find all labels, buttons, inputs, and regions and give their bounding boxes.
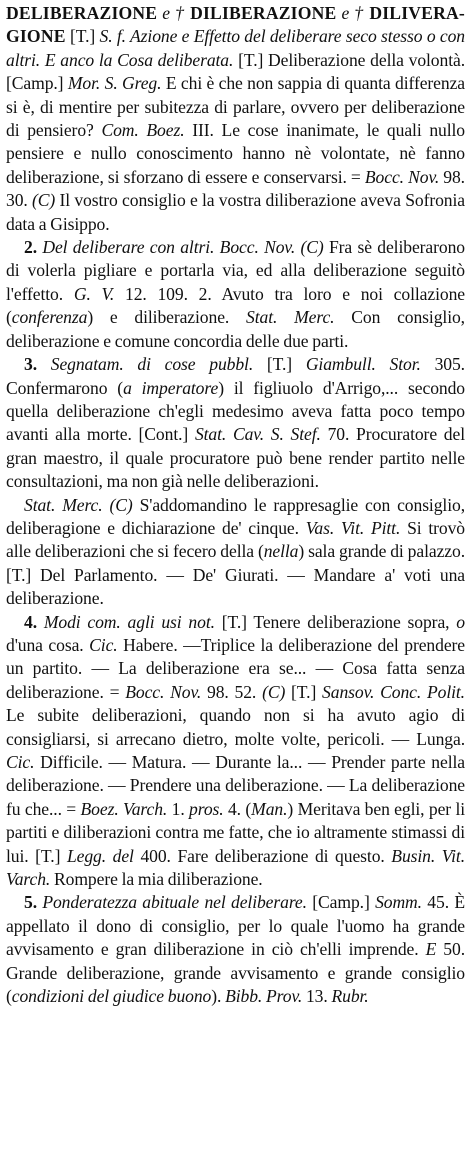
text: 70. Procuratore del gran maestro, il quale procuratore può bene render partito nelle consultazioni, ma non già nelle deliberazioni. <box>6 424 465 492</box>
text: 13. <box>302 986 332 1007</box>
text: 12. 109. 2. Avuto tra loro e noi collazione ( <box>6 283 465 328</box>
sense-definition: Segnatam. di cose pubbl. <box>37 354 254 375</box>
source-citation: Rubr. <box>331 986 369 1007</box>
source-citation: Bocc. Nov. <box>364 166 440 187</box>
text-italic: o <box>456 611 465 632</box>
entry-headword-paragraph <box>6 2 465 236</box>
headword-variant: DILIVERA- <box>369 3 465 23</box>
sense-definition: Modi com. agli usi not. <box>37 611 215 632</box>
source-citation: Cic. <box>6 752 35 772</box>
text: E chi è che non sappia di quanta differenza si è, di mentire per subitezza di parlare, ovvero per deliberazione di pensiero? <box>6 73 465 141</box>
text: Rompere la mia diliberazione. <box>50 869 263 890</box>
source-citation: Sansov. Conc. Polit. <box>322 681 465 702</box>
text: ) e diliberazione. <box>87 307 247 328</box>
sense-paragraph-3 <box>6 353 465 493</box>
sense-definition: Del deliberare con altri. Bocc. Nov. <box>37 237 296 258</box>
text: 4. ( <box>223 798 252 819</box>
sense-definition: Ponderatezza abituale nel deliberare. <box>37 892 307 913</box>
source-citation: Man. <box>251 798 288 819</box>
text-italic: E <box>425 939 437 960</box>
text: 50. Grande deliberazione, grande avvisamento e grande consiglio ( <box>6 939 465 1007</box>
source-citation: Legg. del <box>66 845 134 866</box>
source-citation: Stat. Merc. <box>24 494 103 515</box>
headword-variant: DILIBERAZIONE <box>190 3 337 23</box>
gloss: conferenza <box>11 307 88 328</box>
text: 98. 52. <box>201 681 263 702</box>
source-citation: Cic. <box>89 634 118 655</box>
text: ) il figliuolo d'Arrigo,... secondo quella deliberazione ch'egli medesimo aveva fatta poco tempo avanti alla morte. [Cont.] <box>6 377 465 445</box>
text: ). <box>211 986 226 1007</box>
text: [T.] <box>285 681 323 702</box>
source-citation: pros. <box>189 798 224 819</box>
sense-number: 5. <box>24 892 37 913</box>
source-citation: Boez. Varch. <box>80 798 168 819</box>
crusca-marker: (C) <box>32 190 56 211</box>
source-citation: Bibb. Prov. <box>225 986 303 1007</box>
source-citation: Mor. S. Greg. <box>67 73 162 94</box>
text: Habere. —Triplice la deliberazione del prendere un partito. — La deliberazione era se... — Cosa fatta senza deliberazione. = <box>6 634 465 702</box>
definition: Azione e Effetto del deliberare seco stesso o con altri. E anco la Cosa deliberata. <box>6 26 465 70</box>
text: ) sala grande di palazzo. [T.] Del Parlamento. — De' Giurati. — Mandare a' voti una deliberazione. <box>6 541 465 609</box>
dictionary-page <box>6 2 465 1147</box>
source-citation: Bocc. Nov. <box>125 681 202 702</box>
tag: [T.] <box>65 26 100 47</box>
text: Si trovò alle deliberazioni che si fecero della ( <box>6 517 465 562</box>
source-citation: Stat. Cav. S. Stef. <box>194 424 321 445</box>
text: S'addomandino le rappresaglie con consiglio, deliberagione e dichiarazione de' cinque. <box>6 494 465 538</box>
gloss: nella <box>263 541 299 562</box>
source-citation: G. V. <box>73 283 115 304</box>
gloss: condizioni del giudice buono <box>11 986 212 1007</box>
part-of-speech: S. f. <box>99 26 126 47</box>
text: [T.] Tenere deliberazione sopra, <box>214 611 457 632</box>
text: 305. Confermarono ( <box>6 354 465 398</box>
source-citation: Giambull. Stor. <box>305 354 421 375</box>
sense-paragraph-5 <box>6 891 465 1008</box>
text: Le subite deliberazioni, quando non si ha avuto agio di consigliarsi, si arrecano dietro, molte volte, pericoli. — Lunga. <box>6 705 465 749</box>
text: Il vostro consiglio e la vostra diliberazione aveva Sofronia data a Gisippo. <box>6 190 465 234</box>
source-citation: Somm. <box>375 892 422 913</box>
sense-number: 4. <box>24 611 37 632</box>
source-citation: Stat. Merc. <box>246 307 335 328</box>
source-citation: Com. Boez. <box>101 120 185 141</box>
crusca-marker: (C) <box>102 494 133 515</box>
sense-number: 3. <box>24 354 37 375</box>
crusca-marker: (C) <box>295 237 324 258</box>
sense-paragraph-4 <box>6 611 465 892</box>
headword-connector: e † <box>157 3 191 23</box>
headword-connector: e † <box>336 3 370 23</box>
text: ) Meritava ben egli, per li partiti e diliberazioni contra me fatte, che io altramente stimassi di lui. [T.] <box>6 798 465 866</box>
text: 45. È appellato il dono di consiglio, per lo quale l'uomo ha grande avvisamento e gran diliberazione in ciò ch'elli imprende. <box>6 892 465 960</box>
headword: DELIBERAZIONE <box>6 3 158 23</box>
tag: [T.] <box>253 354 306 375</box>
text: [Camp.] <box>306 892 376 913</box>
text: 400. Fare deliberazione di questo. <box>133 845 392 866</box>
citation-paragraph <box>6 494 465 611</box>
text: 98. 30. <box>6 166 465 211</box>
gloss: a imperatore <box>123 377 219 398</box>
text: d'una cosa. <box>6 634 90 655</box>
dictionary-entry <box>6 2 465 1008</box>
text: Fra sè deliberarono di volerla pigliare e portarla via, ed alla deliberazione seguitò l'effetto. <box>6 237 465 304</box>
sense-number: 2. <box>24 237 37 258</box>
text: III. Le cose inanimate, le quali nullo pensiere e nullo conoscimento hanno nè volontate, nè fanno deliberazione, si sforzano di essere e conservarsi. = <box>6 120 465 187</box>
crusca-marker: (C) <box>262 681 286 702</box>
source-citation: Busin. Vit. Varch. <box>6 845 465 890</box>
text: 1. <box>167 798 190 819</box>
text: Difficile. — Matura. — Durante la... — Prender parte nella deliberazione. — Prendere una deliberazione. — La deliberazione fu che... = <box>6 752 465 819</box>
source-citation: Vas. Vit. Pitt. <box>305 517 401 538</box>
headword-variant: GIONE <box>6 26 66 47</box>
text: Con consiglio, deliberazione e comune concordia delle due parti. <box>6 307 465 351</box>
sense-paragraph-2 <box>6 236 465 353</box>
text: [T.] Deliberazione della volontà. [Camp.] <box>6 49 465 94</box>
